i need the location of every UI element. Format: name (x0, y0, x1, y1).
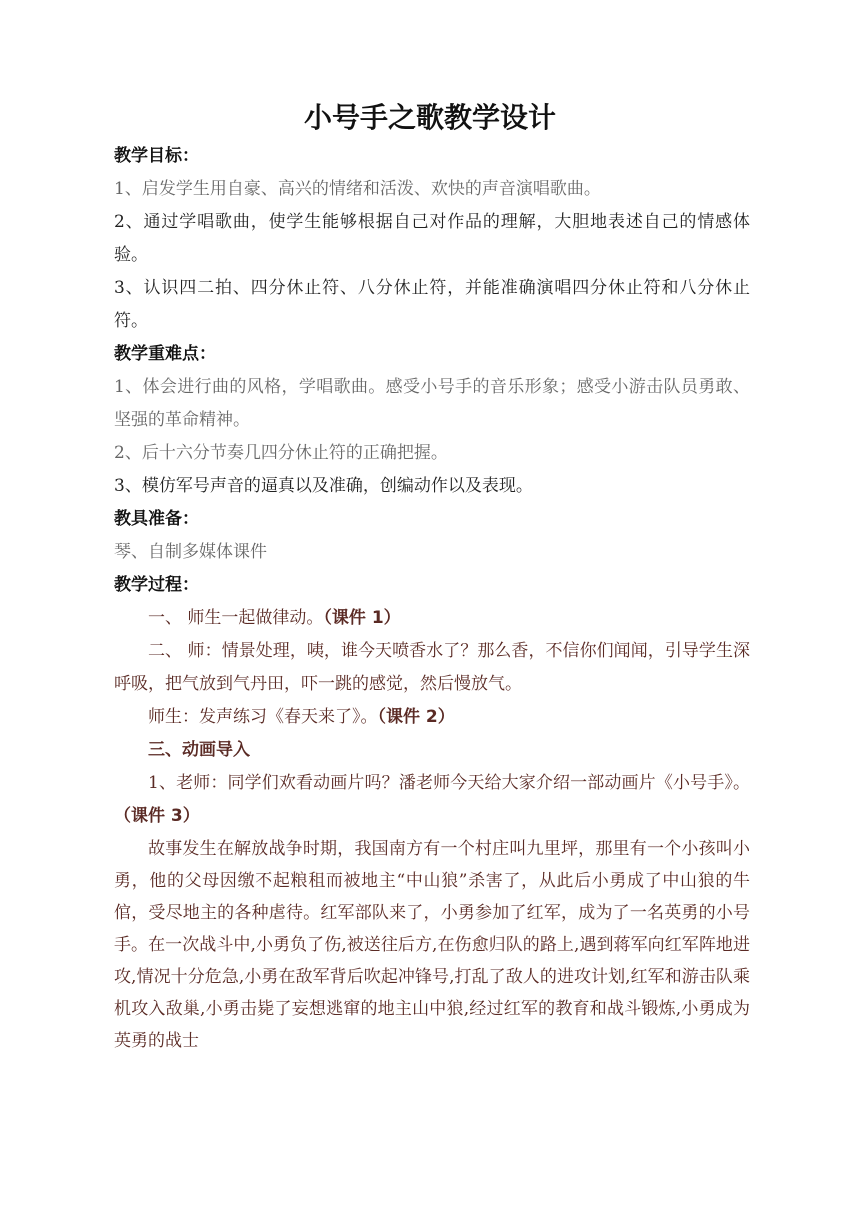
difficulty-item-2: 2、后十六分节奏几四分休止符的正确把握。 (114, 443, 448, 463)
process-step-3a-text: 1、老师：同学们欢看动画片吗？潘老师今天给大家介绍一部动画片《小号手》。 (148, 773, 750, 793)
difficulty-item-1: 1、体会进行曲的风格，学唱歌曲。感受小号手的音乐形象；感受小游击队员勇敢、坚强的革命精神。 (114, 377, 750, 430)
process-step-2b-tag: （课件 2） (377, 707, 455, 727)
process-step-1 (114, 602, 750, 635)
story-paragraph: 故事发生在解放战争时期，我国南方有一个村庄叫九里坪，那里有一个小孩叫小勇，他的父母因缴不起粮租而被地主“中山狼”杀害了，从此后小勇成了中山狼的牛倌，受尽地主的各种虐待。红军部队来了，小勇参加了红军，成为了一名英勇的小号手。在一次战斗中,小勇负了伤,被送往后方,在伤愈归队的路上,遇到蒋军向红军阵地进攻,情况十分危急,小勇在敌军背后吹起冲锋号,打乱了敌人的进攻计划,红军和游击队乘机攻入敌巢,小勇击毙了妄想逃窜的地主山中狼,经过红军的教育和战斗锻炼,小勇成为英勇的战士 (114, 839, 750, 1051)
process-step-3a-tag: （课件 3） (114, 806, 200, 826)
process-step-1-tag: （课件 1） (323, 608, 401, 628)
process-step-2b-text: 师生：发声练习《春天来了》。 (148, 707, 378, 727)
difficulty-item-3: 3、模仿军号声音的逼真以及准确，创编动作以及表现。 (114, 476, 533, 496)
goal-item-3: 3、认识四二拍、四分休止符、八分休止符，并能准确演唱四分休止符和八分休止符。 (114, 278, 750, 331)
section-heading-materials: 教具准备： (114, 509, 199, 529)
process-step-2b (114, 701, 750, 734)
process-step-2: 二、 师：情景处理，咦，谁今天喷香水了？那么香，不信你们闻闻，引导学生深呼吸，把气放到气丹田，吓一跳的感觉，然后慢放气。 (114, 641, 750, 694)
document-body (114, 140, 750, 1057)
goal-item-1: 1、启发学生用自豪、高兴的情绪和活泼、欢快的声音演唱歌曲。 (114, 179, 601, 199)
goal-item-2: 2、通过学唱歌曲，使学生能够根据自己对作品的理解，大胆地表述自己的情感体验。 (114, 212, 750, 265)
process-step-3a (114, 767, 750, 833)
section-heading-difficulties: 教学重难点： (114, 344, 216, 364)
process-step-3-heading: 三、动画导入 (148, 740, 250, 760)
process-step-1-text: 一、 师生一起做律动。 (148, 608, 324, 628)
page-title: 小号手之歌教学设计 (303, 101, 556, 134)
section-heading-goals: 教学目标： (114, 146, 199, 166)
materials-text: 琴、自制多媒体课件 (114, 542, 267, 562)
section-heading-process: 教学过程： (114, 575, 199, 595)
